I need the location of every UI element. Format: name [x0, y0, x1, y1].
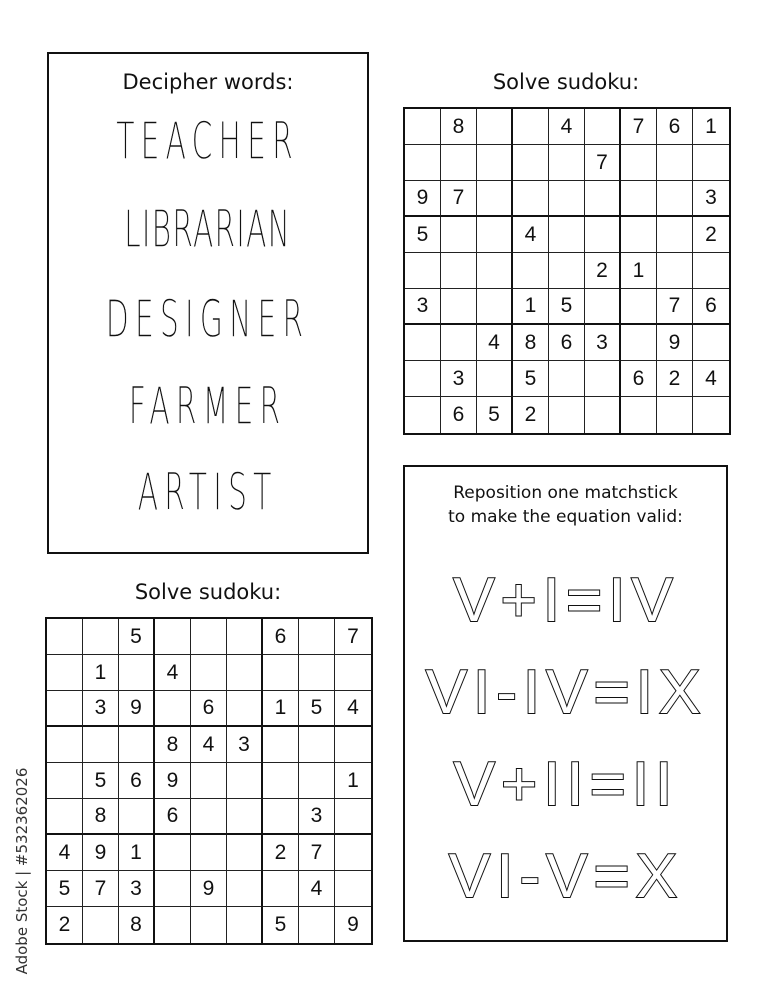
sudoku-cell[interactable]: 6	[693, 289, 729, 325]
sudoku-cell[interactable]: 8	[441, 109, 477, 145]
sudoku-cell[interactable]: 5	[299, 691, 335, 727]
sudoku-cell[interactable]: 6	[657, 109, 693, 145]
sudoku-cell[interactable]: 2	[693, 217, 729, 253]
matchstick-instruction-2: to make the equation valid:	[448, 507, 683, 527]
sudoku-cell[interactable]: 2	[513, 397, 549, 433]
sudoku-cell[interactable]	[585, 181, 621, 217]
sudoku-cell[interactable]	[299, 763, 335, 799]
sudoku-cell[interactable]	[263, 727, 299, 763]
sudoku-cell[interactable]: 6	[155, 799, 191, 835]
sudoku-cell[interactable]: 3	[227, 727, 263, 763]
sudoku-cell[interactable]	[477, 289, 513, 325]
sudoku-cell[interactable]	[119, 727, 155, 763]
sudoku-cell[interactable]: 7	[657, 289, 693, 325]
sudoku-cell[interactable]: 5	[83, 763, 119, 799]
matchstick-equation[interactable]: VI-V=X	[448, 842, 684, 911]
sudoku-cell[interactable]	[549, 253, 585, 289]
sudoku-cell[interactable]	[191, 799, 227, 835]
sudoku-cell[interactable]	[83, 619, 119, 655]
sudoku-cell[interactable]: 7	[441, 181, 477, 217]
matchstick-equation[interactable]: V+II=II	[453, 750, 679, 819]
sudoku-cell[interactable]	[119, 655, 155, 691]
sudoku-cell[interactable]	[191, 619, 227, 655]
cipher-title: Decipher words:	[122, 70, 294, 94]
sudoku-cell[interactable]: 1	[83, 655, 119, 691]
cipher-word: ARTIST	[137, 463, 278, 524]
sudoku-cell[interactable]: 9	[347, 913, 359, 936]
sudoku-cell[interactable]	[585, 109, 621, 145]
sudoku-cell[interactable]: 3	[441, 361, 477, 397]
sudoku-cell[interactable]	[263, 655, 299, 691]
sudoku-cell[interactable]	[477, 361, 513, 397]
sudoku-cell[interactable]	[477, 145, 513, 181]
sudoku-cell[interactable]	[299, 619, 335, 655]
sudoku-cell[interactable]	[693, 253, 729, 289]
cipher-word: DESIGNER	[105, 290, 310, 351]
sudoku-cell[interactable]: 6	[441, 397, 477, 433]
sudoku-cell[interactable]	[47, 655, 83, 691]
sudoku-cell[interactable]: 4	[155, 655, 191, 691]
sudoku-cell[interactable]	[693, 397, 729, 433]
sudoku-cell[interactable]	[693, 325, 729, 361]
sudoku-cell[interactable]	[405, 397, 441, 433]
cipher-word: TEACHER	[116, 112, 299, 173]
sudoku-cell[interactable]	[621, 325, 657, 361]
sudoku-cell[interactable]	[657, 253, 693, 289]
sudoku-cell[interactable]: 4	[693, 361, 729, 397]
sudoku-cell[interactable]	[335, 871, 371, 907]
sudoku-cell[interactable]: 4	[477, 325, 513, 361]
sudoku-top-grid	[403, 107, 731, 435]
sudoku-cell[interactable]: 7	[585, 145, 621, 181]
sudoku-cell[interactable]	[263, 871, 299, 907]
sudoku-cell[interactable]	[263, 799, 299, 835]
sudoku-cell[interactable]	[513, 145, 549, 181]
sudoku-cell[interactable]	[299, 727, 335, 763]
sudoku-cell[interactable]	[47, 619, 83, 655]
sudoku-cell[interactable]	[657, 145, 693, 181]
sudoku-cell[interactable]: 9	[155, 763, 191, 799]
sudoku-cell[interactable]	[405, 145, 441, 181]
sudoku-cell[interactable]: 7	[621, 109, 657, 145]
sudoku-cell[interactable]	[405, 253, 441, 289]
sudoku-cell[interactable]: 4	[549, 109, 585, 145]
sudoku-cell[interactable]: 3	[693, 181, 729, 217]
sudoku-cell[interactable]: 2	[585, 253, 621, 289]
sudoku-cell[interactable]	[227, 619, 263, 655]
sudoku-cell[interactable]	[405, 109, 441, 145]
sudoku-cell[interactable]	[621, 181, 657, 217]
sudoku-cell[interactable]	[585, 217, 621, 253]
sudoku-cell[interactable]: 6	[549, 325, 585, 361]
sudoku-cell[interactable]: 1	[513, 289, 549, 325]
sudoku-cell[interactable]: 1	[119, 835, 155, 871]
sudoku-cell[interactable]	[549, 181, 585, 217]
sudoku-cell[interactable]	[405, 361, 441, 397]
sudoku-cell[interactable]	[227, 691, 263, 727]
sudoku-cell[interactable]	[155, 691, 191, 727]
sudoku-cell[interactable]: 4	[191, 727, 227, 763]
sudoku-bottom-grid	[45, 617, 373, 945]
sudoku-cell[interactable]	[441, 253, 477, 289]
sudoku-cell[interactable]	[693, 145, 729, 181]
sudoku-cell[interactable]	[657, 397, 693, 433]
sudoku-cell[interactable]: 4	[513, 217, 549, 253]
sudoku-cell[interactable]: 4	[299, 871, 335, 907]
matchstick-instruction-1: Reposition one matchstick	[453, 483, 678, 503]
sudoku-cell[interactable]: 5	[477, 397, 513, 433]
sudoku-cell[interactable]: 2	[47, 907, 83, 943]
sudoku-cell[interactable]: 5	[47, 871, 83, 907]
sudoku-cell[interactable]	[657, 181, 693, 217]
sudoku-cell[interactable]	[335, 727, 371, 763]
sudoku-cell[interactable]: 5	[549, 289, 585, 325]
sudoku-cell[interactable]: 9	[119, 691, 155, 727]
sudoku-cell[interactable]	[191, 907, 227, 943]
sudoku-cell[interactable]	[585, 397, 621, 433]
sudoku-cell[interactable]	[83, 727, 119, 763]
sudoku-cell[interactable]	[191, 763, 227, 799]
sudoku-cell[interactable]: 6	[621, 361, 657, 397]
sudoku-cell[interactable]: 5	[513, 361, 549, 397]
sudoku-cell[interactable]	[441, 325, 477, 361]
sudoku-cell[interactable]	[549, 145, 585, 181]
sudoku-cell[interactable]: 8	[513, 325, 549, 361]
sudoku-cell[interactable]: 7	[335, 619, 371, 655]
sudoku-cell[interactable]	[227, 655, 263, 691]
sudoku-cell[interactable]: 8	[119, 907, 155, 943]
sudoku-cell[interactable]	[47, 727, 83, 763]
sudoku-cell[interactable]	[227, 907, 263, 943]
sudoku-cell[interactable]	[549, 217, 585, 253]
sudoku-cell[interactable]: 7	[83, 871, 119, 907]
sudoku-cell[interactable]	[657, 217, 693, 253]
sudoku-cell[interactable]: 7	[299, 835, 335, 871]
sudoku-cell[interactable]: 1	[335, 763, 371, 799]
sudoku-top-title: Solve sudoku:	[492, 70, 640, 94]
matchstick-equation[interactable]: V+I=IV	[453, 566, 679, 635]
sudoku-cell[interactable]	[191, 835, 227, 871]
sudoku-cell[interactable]: 3	[83, 691, 119, 727]
sudoku-cell[interactable]: 3	[405, 289, 441, 325]
sudoku-cell[interactable]: 8	[155, 727, 191, 763]
sudoku-cell[interactable]	[549, 397, 585, 433]
sudoku-cell[interactable]	[441, 217, 477, 253]
sudoku-cell[interactable]	[335, 835, 371, 871]
sudoku-cell[interactable]: 1	[621, 253, 657, 289]
sudoku-cell[interactable]	[119, 799, 155, 835]
sudoku-cell[interactable]	[227, 871, 263, 907]
sudoku-cell[interactable]: 3	[585, 325, 621, 361]
side-watermark-text: Adobe Stock | #532362026	[13, 767, 31, 975]
sudoku-cell[interactable]	[477, 181, 513, 217]
sudoku-cell[interactable]	[299, 655, 335, 691]
sudoku-cell[interactable]: 6	[263, 619, 299, 655]
sudoku-cell[interactable]	[47, 691, 83, 727]
sudoku-cell[interactable]: 5	[119, 619, 155, 655]
sudoku-cell[interactable]	[621, 217, 657, 253]
sudoku-cell[interactable]	[155, 619, 191, 655]
sudoku-cell[interactable]	[227, 763, 263, 799]
sudoku-cell[interactable]	[405, 325, 441, 361]
sudoku-cell[interactable]: 9	[657, 325, 693, 361]
sudoku-cell[interactable]	[155, 871, 191, 907]
sudoku-cell[interactable]	[585, 289, 621, 325]
sudoku-cell[interactable]	[513, 181, 549, 217]
sudoku-cell[interactable]: 9	[405, 181, 441, 217]
sudoku-cell[interactable]	[441, 289, 477, 325]
sudoku-cell[interactable]	[47, 799, 83, 835]
cipher-word: LIBRARIAN	[123, 200, 291, 261]
sudoku-cell[interactable]	[513, 253, 549, 289]
sudoku-cell[interactable]: 1	[693, 109, 729, 145]
sudoku-cell[interactable]	[47, 763, 83, 799]
sudoku-cell[interactable]: 6	[191, 691, 227, 727]
sudoku-cell[interactable]	[477, 217, 513, 253]
sudoku-cell[interactable]	[155, 907, 191, 943]
sudoku-cell[interactable]: 3	[299, 799, 335, 835]
sudoku-cell[interactable]: 8	[83, 799, 119, 835]
sudoku-cell[interactable]: 5	[263, 907, 299, 943]
sudoku-cell[interactable]: 9	[83, 835, 119, 871]
sudoku-cell[interactable]: 1	[263, 691, 299, 727]
sudoku-cell[interactable]: 3	[119, 871, 155, 907]
sudoku-cell[interactable]: 4	[47, 835, 83, 871]
sudoku-cell[interactable]: 5	[405, 217, 441, 253]
sudoku-cell[interactable]	[477, 109, 513, 145]
sudoku-cell[interactable]: 6	[119, 763, 155, 799]
sudoku-cell[interactable]	[549, 361, 585, 397]
sudoku-cell[interactable]: 2	[657, 361, 693, 397]
sudoku-cell[interactable]: 9	[191, 871, 227, 907]
sudoku-cell[interactable]	[441, 145, 477, 181]
sudoku-cell[interactable]	[227, 799, 263, 835]
sudoku-cell[interactable]	[513, 109, 549, 145]
sudoku-cell[interactable]	[299, 907, 335, 943]
sudoku-cell[interactable]: 4	[335, 691, 371, 727]
sudoku-cell[interactable]	[335, 799, 371, 835]
cipher-word: FARMER	[128, 377, 287, 438]
sudoku-cell[interactable]	[335, 655, 371, 691]
sudoku-cell[interactable]	[621, 289, 657, 325]
sudoku-cell[interactable]	[477, 253, 513, 289]
sudoku-cell[interactable]	[83, 907, 119, 943]
sudoku-cell[interactable]	[227, 835, 263, 871]
matchstick-equation[interactable]: VI-IV=IX	[425, 658, 707, 727]
sudoku-cell[interactable]	[191, 655, 227, 691]
sudoku-cell[interactable]	[621, 397, 657, 433]
sudoku-cell[interactable]	[585, 361, 621, 397]
sudoku-cell[interactable]	[621, 145, 657, 181]
sudoku-cell[interactable]: 2	[263, 835, 299, 871]
sudoku-bottom-title: Solve sudoku:	[134, 580, 282, 604]
sudoku-cell[interactable]	[155, 835, 191, 871]
sudoku-cell[interactable]	[263, 763, 299, 799]
